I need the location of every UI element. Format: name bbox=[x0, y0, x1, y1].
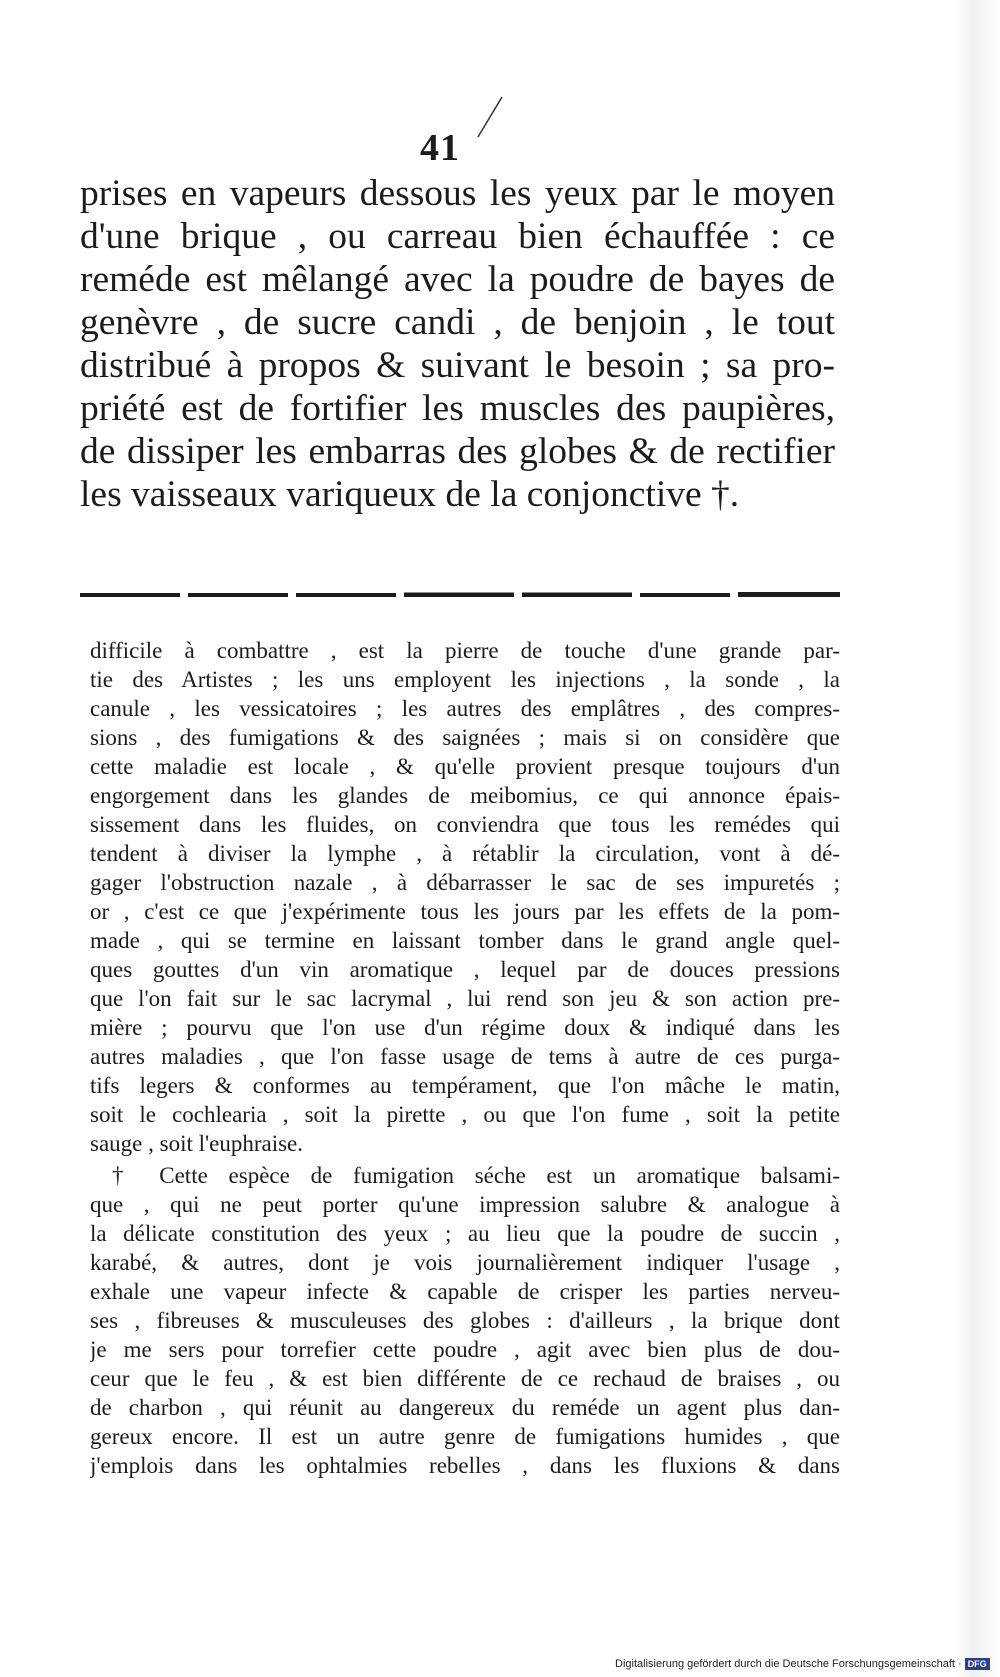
footnote-line: de charbon , qui réunit au dangereux du reméde un agent plus dan- bbox=[90, 1395, 840, 1420]
footnote-line: ques gouttes d'un vin aromatique , lequel par de douces pressions bbox=[90, 957, 840, 982]
dfg-logo: DFG bbox=[965, 1658, 990, 1670]
footnote-separator-rule bbox=[80, 591, 840, 599]
footnote-line: cette maladie est locale , & qu'elle provient presque toujours d'un bbox=[90, 754, 840, 779]
main-text-line: distribué à propos & suivant le besoin ; sa pro- bbox=[80, 345, 835, 386]
main-text-line: prises en vapeurs dessous les yeux par le moyen bbox=[80, 173, 835, 214]
footnote-line: engorgement dans les glandes de meibomius, ce qui annonce épais- bbox=[90, 783, 840, 808]
footnote-line: karabé, & autres, dont je vois journalièrement indiquer l'usage , bbox=[90, 1250, 840, 1275]
footnote-line: soit le cochlearia , soit la pirette , ou que l'on fume , soit la petite bbox=[90, 1102, 840, 1127]
digitization-footer bbox=[615, 1657, 990, 1671]
footnote-line: made , qui se termine en laissant tomber dans le grand angle quel- bbox=[90, 928, 840, 953]
footnote-line: que l'on fait sur le sac lacrymal , lui rend son jeu & son action pre- bbox=[90, 986, 840, 1011]
footnote-line: tie des Artistes ; les uns employent les injections , la sonde , la bbox=[90, 667, 840, 692]
footnote-line: que , qui ne peut porter qu'une impression salubre & analogue à bbox=[90, 1192, 840, 1217]
footnote-line: canule , les vessicatoires ; les autres des emplâtres , des compres- bbox=[90, 696, 840, 721]
footnote-line: gereux encore. Il est un autre genre de fumigations humides , que bbox=[90, 1424, 840, 1449]
footnote-line: autres maladies , que l'on fasse usage de tems à autre de ces purga- bbox=[90, 1044, 840, 1069]
footnote-line: je me sers pour torrefier cette poudre , agit avec bien plus de dou- bbox=[90, 1337, 840, 1362]
footnote-line: exhale une vapeur infecte & capable de crisper les parties nerveu- bbox=[90, 1279, 840, 1304]
footnote-line: difficile à combattre , est la pierre de touche d'une grande par- bbox=[90, 638, 840, 663]
footnote-line: tifs legers & conformes au tempérament, que l'on mâche le matin, bbox=[90, 1073, 840, 1098]
main-text-line: genèvre , de sucre candi , de benjoin , le tout bbox=[80, 302, 835, 343]
footnote-line: gager l'obstruction nazale , à débarrasser le sac de ses impuretés ; bbox=[90, 870, 840, 895]
footnote-line: ceur que le feu , & est bien différente de ce rechaud de braises , ou bbox=[90, 1366, 840, 1391]
main-text-line: de dissiper les embarras des globes & de rectifier bbox=[80, 431, 835, 472]
page-edge-shadow bbox=[955, 0, 1000, 1677]
footnote-line: sions , des fumigations & des saignées ; mais si on considère que bbox=[90, 725, 840, 750]
main-text-line: les vaisseaux variqueux de la conjonctive †. bbox=[80, 474, 740, 515]
footnote-line: mière ; pourvu que l'on use d'un régime doux & indiqué dans les bbox=[90, 1015, 840, 1040]
main-text-line: priété est de fortifier les muscles des paupières, bbox=[80, 388, 835, 429]
footnote-line: la délicate constitution des yeux ; au lieu que la poudre de succin , bbox=[90, 1221, 840, 1246]
page-number: 41 bbox=[420, 127, 460, 169]
footnote-line: tendent à diviser la lymphe , à rétablir la circulation, vont à dé- bbox=[90, 841, 840, 866]
footer-text: Digitalisierung gefördert durch die Deutsche Forschungsgemeinschaft · bbox=[615, 1658, 962, 1670]
footnote-line: sissement dans les fluides, on conviendra que tous les remédes qui bbox=[90, 812, 840, 837]
footnote-line: † Cette espèce de fumigation séche est un aromatique balsami- bbox=[112, 1163, 840, 1188]
footnote-line: ses , fibreuses & musculeuses des globes : d'ailleurs , la brique dont bbox=[90, 1308, 840, 1333]
main-text-line: d'une brique , ou carreau bien échauffée : ce bbox=[80, 216, 835, 257]
footnote-line: j'emplois dans les ophtalmies rebelles , dans les fluxions & dans bbox=[90, 1453, 840, 1478]
footnote-line: or , c'est ce que j'expérimente tous les jours par les effets de la pom- bbox=[90, 899, 840, 924]
main-text-line: reméde est mêlangé avec la poudre de bayes de bbox=[80, 259, 835, 300]
footnote-line: sauge , soit l'euphraise. bbox=[90, 1131, 304, 1156]
pencil-mark bbox=[470, 95, 510, 145]
